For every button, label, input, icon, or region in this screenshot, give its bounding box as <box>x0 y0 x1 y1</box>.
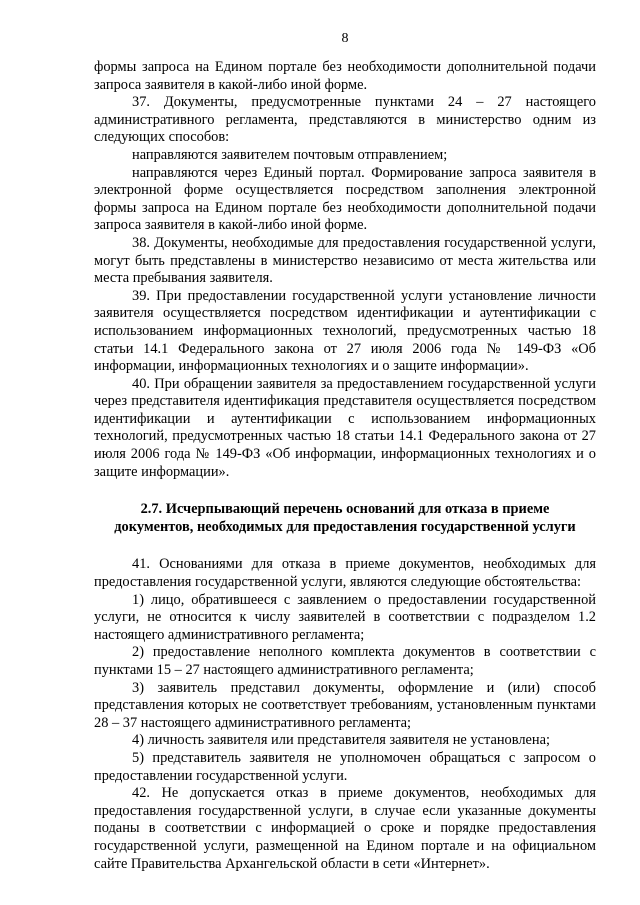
paragraph-37-option-mail: направляются заявителем почтовым отправлением; <box>132 146 448 163</box>
paragraph-41-item-5: 5) представитель заявителя не уполномочен обращаться с запросом о предоставлении государственной услуги. <box>94 749 596 784</box>
paragraph-42: 42. Не допускается отказ в приеме документов, необходимых для предоставления государственной услуги, в случае если указанные документы поданы в соответствии с информацией о сроке и порядке предоставления государственной услуги, размещенной на Едином портале и на официальном сайте Правительства Архангельской области в сети «Интернет». <box>94 785 596 872</box>
paragraph-40: 40. При обращении заявителя за предоставлением государственной услуги через представителя идентификация представителя осуществляется посредством идентификации и аутентификации с использованием информационных технологий, предусмотренных частью 18 статьи 14.1 Федерального закона от 27 июля 2006 года № 149-ФЗ «Об информации, информационных технологиях и о защите информации». <box>94 375 596 480</box>
paragraph-37-option-portal: направляются через Единый портал. Формирование запроса заявителя в электронной форме осуществляется посредством заполнения электронной формы запроса на Едином портале без необходимости дополнительной подачи запроса заявителя в какой-либо иной форме. <box>94 164 596 234</box>
paragraph-39: 39. При предоставлении государственной услуги установление личности заявителя осуществляется посредством идентификации и аутентификации с использованием информационных технологий, предусмотренных частью 18 статьи 14.1 Федерального закона от 27 июля 2006 года № 149-ФЗ «Об информации, информационных технологиях и о защите информации». <box>94 287 596 375</box>
paragraph-38: 38. Документы, необходимые для предоставления государственной услуги, могут быть представлены в министерство независимо от места жительства или места пребывания заявителя. <box>94 234 596 287</box>
paragraph-41-item-2: 2) предоставление неполного комплекта документов в соответствии с пунктами 15 – 27 настоящего административного регламента; <box>94 644 596 678</box>
paragraph-continuation: формы запроса на Едином портале без необходимости дополнительной подачи запроса заявителя в какой-либо иной форме. <box>94 59 596 93</box>
paragraph-41-item-3: 3) заявитель представил документы, оформление и (или) способ представления которых не соответствует требованиям, установленным пунктами 28 – 37 настоящего административного регламента; <box>94 679 596 731</box>
paragraph-41-item-4: 4) личность заявителя или представителя заявителя не установлена; <box>132 732 551 749</box>
page-number: 8 <box>341 31 349 46</box>
paragraph-41-item-1: 1) лицо, обратившееся с заявлением о предоставлении государственной услуги, не относится к числу заявителей в соответствии с подразделом 1.2 настоящего административного регламента; <box>94 591 596 643</box>
paragraph-37: 37. Документы, предусмотренные пунктами 24 – 27 настоящего административного регламента, представляются в министерство одним из следующих способов: <box>94 94 596 146</box>
document-page <box>94 30 596 873</box>
section-heading-2-7: 2.7. Исчерпывающий перечень оснований для отказа в приеме документов, необходимых для предоставления государственной услуги <box>114 501 576 535</box>
paragraph-41: 41. Основаниями для отказа в приеме документов, необходимых для предоставления государственной услуги, являются следующие обстоятельства: <box>94 556 596 591</box>
